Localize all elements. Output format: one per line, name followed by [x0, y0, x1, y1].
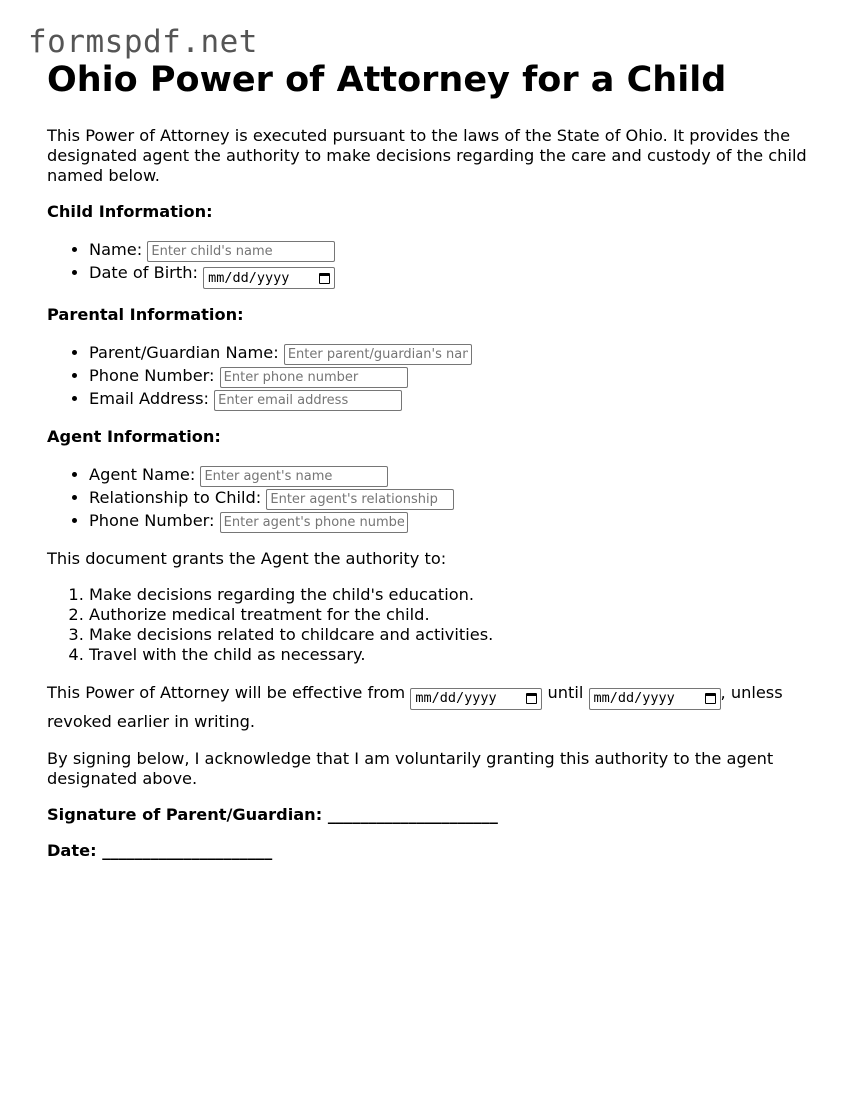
authority-item: 4. Travel with the child as necessary.	[89, 645, 807, 665]
calendar-icon[interactable]	[705, 693, 716, 704]
child-name-input[interactable]	[147, 241, 335, 262]
authority-list	[47, 585, 807, 665]
date-placeholder: mm/dd/yyyy	[415, 690, 497, 706]
child-info-heading: Child Information:	[47, 202, 213, 221]
authority-intro: This document grants the Agent the authority to:	[47, 549, 447, 568]
calendar-icon[interactable]	[319, 273, 330, 284]
authority-item: 2. Authorize medical treatment for the child.	[89, 605, 807, 625]
agent-phone-item	[89, 510, 807, 533]
date-placeholder: mm/dd/yyyy	[593, 690, 675, 706]
agent-name-label: Agent Name:	[89, 465, 196, 484]
parent-info-list	[47, 342, 807, 411]
agent-info-heading: Agent Information:	[47, 427, 221, 446]
agent-relationship-label: Relationship to Child:	[89, 488, 262, 507]
agent-relationship-input[interactable]	[266, 489, 454, 510]
agent-name-item	[89, 464, 807, 487]
authority-item: 3. Make decisions related to childcare and activities.	[89, 625, 807, 645]
document-body	[47, 60, 807, 877]
parent-phone-input[interactable]	[220, 367, 408, 388]
date-label: Date:	[47, 840, 97, 860]
intro-paragraph: This Power of Attorney is executed pursuant to the laws of the State of Ohio. It provides the designated agent the authority to make decisions regarding the care and custody of the child named below.	[47, 126, 807, 185]
effective-paragraph	[47, 681, 807, 733]
child-dob-item	[89, 262, 807, 289]
parent-name-label: Parent/Guardian Name:	[89, 343, 279, 362]
date-line	[47, 841, 807, 861]
child-dob-input[interactable]	[203, 267, 335, 289]
date-placeholder: mm/dd/yyyy	[208, 270, 290, 286]
child-name-label: Name:	[89, 240, 143, 259]
agent-phone-label: Phone Number:	[89, 511, 215, 530]
page-title: Ohio Power of Attorney for a Child	[47, 60, 727, 100]
effective-prefix: This Power of Attorney will be effective from	[47, 683, 406, 702]
signature-blank: _____________________	[327, 804, 498, 824]
agent-info-list	[47, 464, 807, 533]
calendar-icon[interactable]	[526, 693, 537, 704]
effective-from-input[interactable]	[410, 688, 542, 710]
date-blank: _____________________	[102, 840, 273, 860]
watermark: formspdf.net	[28, 24, 258, 60]
effective-middle: until	[547, 683, 584, 702]
authority-item: 1. Make decisions regarding the child's education.	[89, 585, 807, 605]
effective-suffix: , unless revoked earlier in writing.	[47, 683, 783, 731]
parent-email-input[interactable]	[214, 390, 402, 411]
child-name-item	[89, 239, 807, 262]
parent-name-item	[89, 342, 807, 365]
agent-relationship-item	[89, 487, 807, 510]
effective-until-input[interactable]	[589, 688, 721, 710]
parent-email-item	[89, 388, 807, 411]
child-dob-label: Date of Birth:	[89, 263, 198, 282]
parent-email-label: Email Address:	[89, 389, 209, 408]
signature-line	[47, 805, 807, 825]
agent-name-input[interactable]	[200, 466, 388, 487]
parent-phone-item	[89, 365, 807, 388]
agent-phone-input[interactable]	[220, 512, 408, 533]
parent-name-input[interactable]	[284, 344, 472, 365]
child-info-list	[47, 239, 807, 289]
acknowledge-paragraph: By signing below, I acknowledge that I am voluntarily granting this authority to the agent designated above.	[47, 748, 774, 788]
signature-label: Signature of Parent/Guardian:	[47, 804, 323, 824]
parent-phone-label: Phone Number:	[89, 366, 215, 385]
parent-info-heading: Parental Information:	[47, 305, 244, 324]
